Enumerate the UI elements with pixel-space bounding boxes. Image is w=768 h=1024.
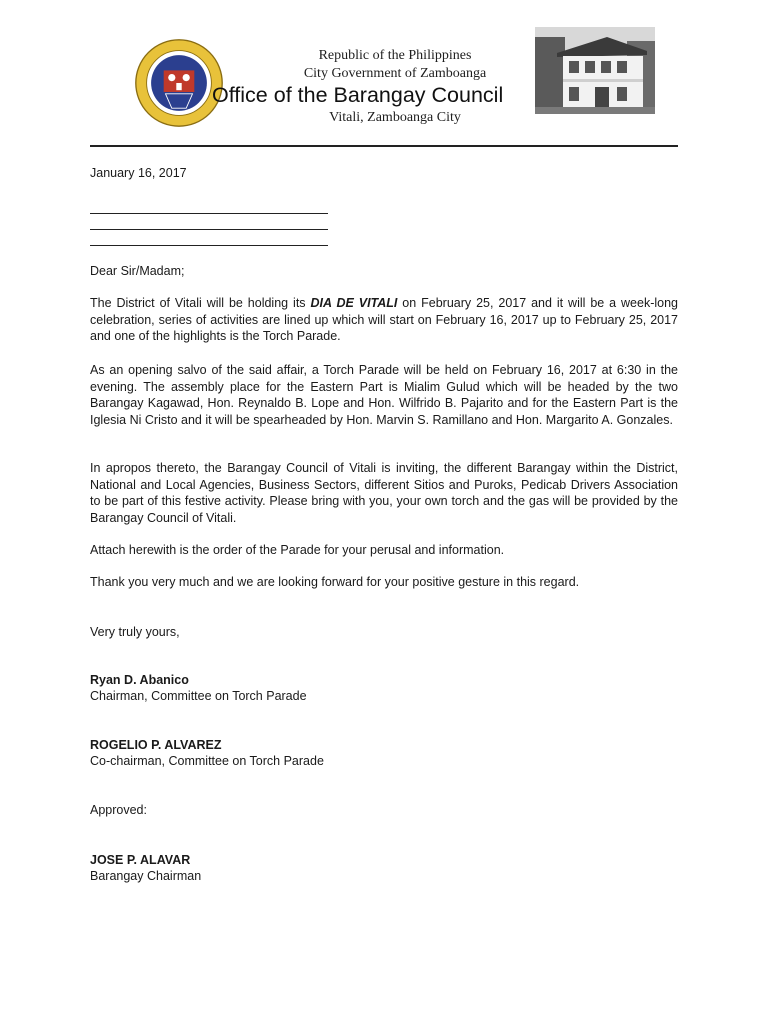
barangay-hall-photo <box>535 27 655 114</box>
addressee-line-1 <box>90 213 328 214</box>
addressee-line-3 <box>90 245 328 246</box>
event-name: DIA DE VITALI <box>310 296 398 310</box>
signatory-name: Ryan D. Abanico <box>90 673 189 687</box>
letter-date: January 16, 2017 <box>90 166 187 180</box>
approver-title: Barangay Chairman <box>90 869 202 883</box>
letterhead-city-government: City Government of Zamboanga <box>303 66 487 81</box>
paragraph-thanks: Thank you very much and we are looking forward for your positive gesture in this regard. <box>90 575 580 589</box>
salutation: Dear Sir/Madam; <box>90 264 185 278</box>
approved-label: Approved: <box>90 803 147 817</box>
paragraph-event-announcement <box>90 295 678 345</box>
signatory-name: ROGELIO P. ALVAREZ <box>90 738 222 752</box>
paragraph-1-rest: on February 25, 2017 and it will be a week-long celebration, series of activities are lined up which will start on February 16, 2017 up to February 25, 2017 and one of the highlights is the Torch Parade. <box>90 296 678 343</box>
signatory-title: Co-chairman, Committee on Torch Parade <box>90 754 324 768</box>
letterhead-office-title: Office of the Barangay Council <box>212 83 504 107</box>
letterhead-republic: Republic of the Philippines <box>318 48 472 63</box>
paragraph-1-lead: The District of Vitali will be holding its <box>90 296 311 310</box>
paragraph-attachment: Attach herewith is the order of the Parade for your perusal and information. <box>90 543 505 557</box>
official-seal-icon <box>134 38 224 128</box>
letterhead-divider <box>90 145 678 147</box>
approver-name: JOSE P. ALAVAR <box>90 853 191 867</box>
addressee-line-2 <box>90 229 328 230</box>
signatory-title: Chairman, Committee on Torch Parade <box>90 689 307 703</box>
paragraph-invitation: In apropos thereto, the Barangay Council of Vitali is inviting, the different Barangay within the District, National and Local Agencies, Business Sectors, different Sitios and Puroks, Pedicab Drivers Association to be part of this festive activity. Please bring with you, your own torch and the gas will be provided by the Barangay Council of Vitali. <box>90 461 678 525</box>
paragraph-torch-parade: As an opening salvo of the said affair, a Torch Parade will be held on February 16, 2017 at 6:30 in the evening. The assembly place for the Eastern Part is Mialim Gulud which will be headed by the two Barangay Kagawad, Hon. Reynaldo B. Lope and Hon. Wilfrido B. Pajarito and for the Eastern Part is the Iglesia Ni Cristo and it will be spearheaded by Hon. Marvin S. Ramillano and Hon. Margarito A. Gonzales. <box>90 363 678 427</box>
closing: Very truly yours, <box>90 625 180 639</box>
letterhead-address: Vitali, Zamboanga City <box>329 110 461 125</box>
